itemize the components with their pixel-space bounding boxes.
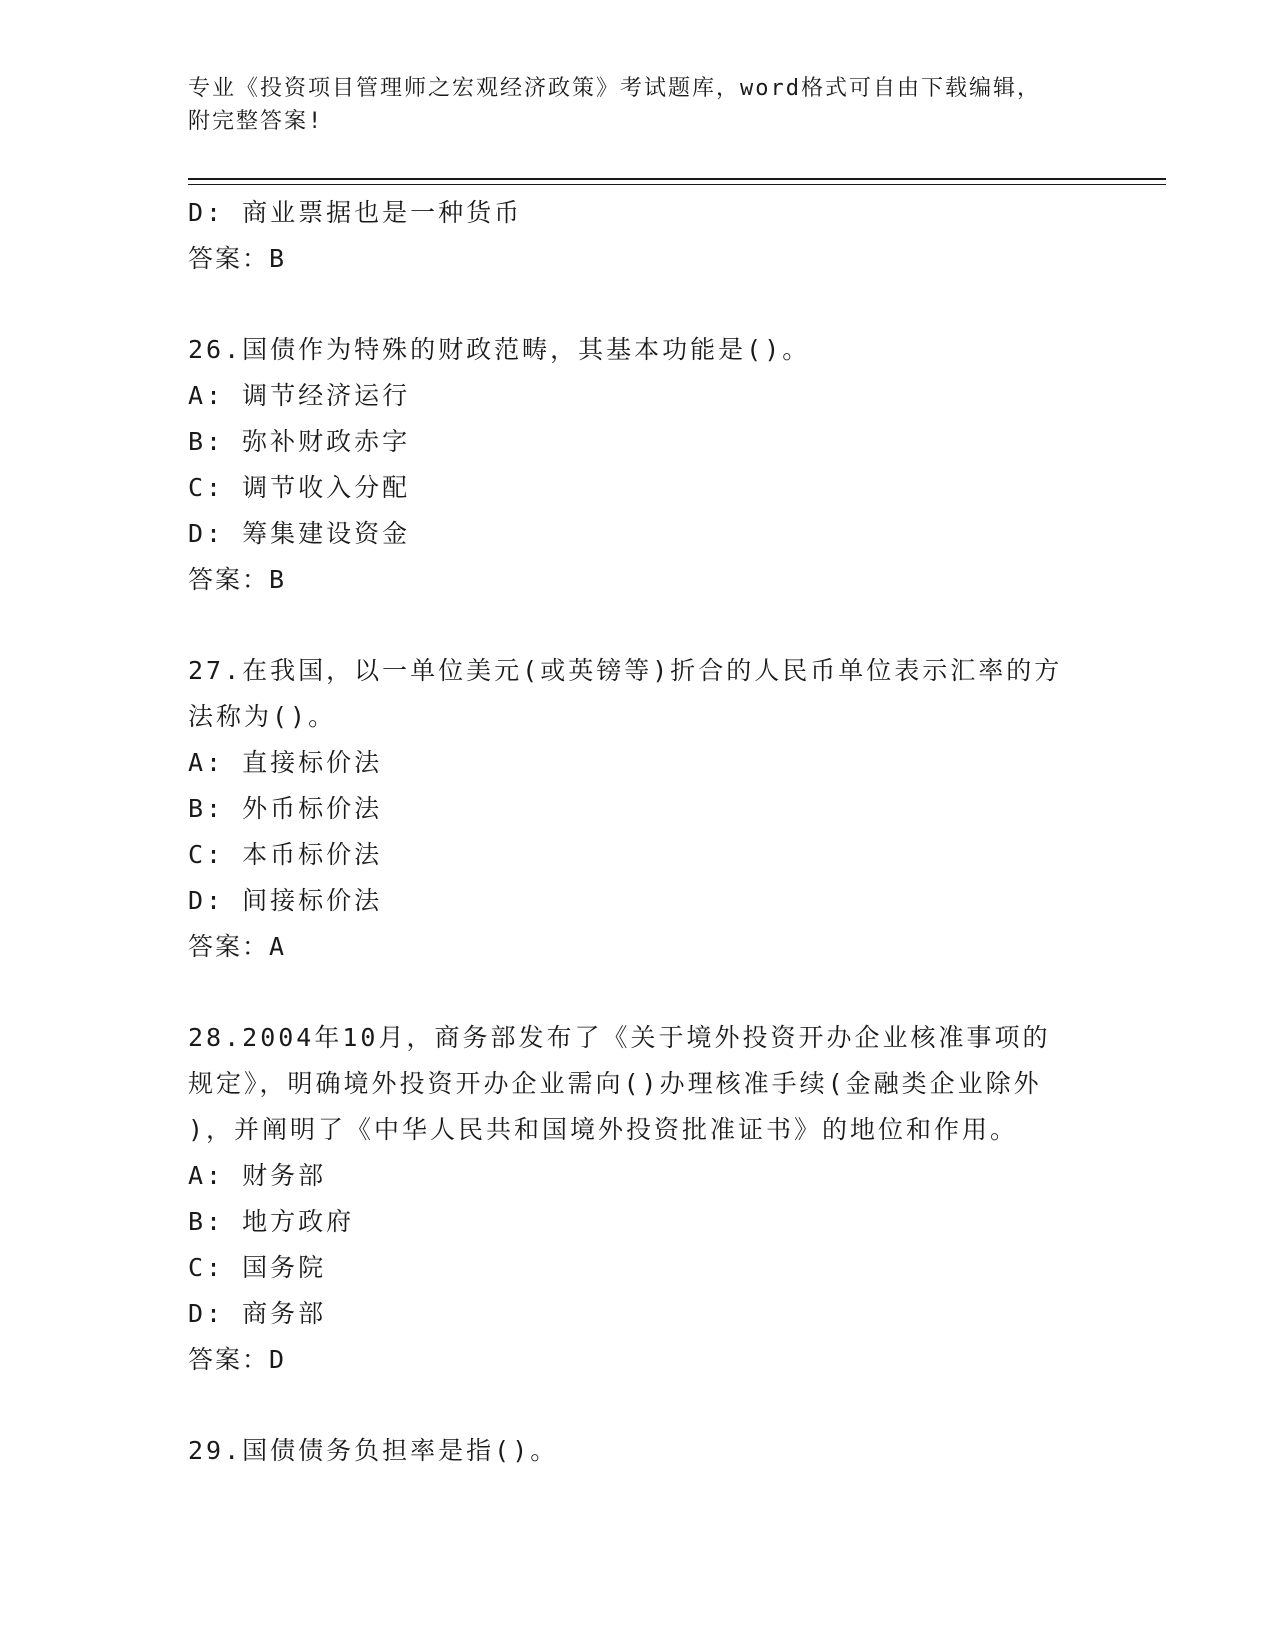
option-d: D: 商务部 — [188, 1299, 327, 1328]
header-line-1: 专业《投资项目管理师之宏观经济政策》考试题库，word格式可自由下载编辑， — [188, 76, 1041, 101]
spacer — [188, 1383, 1088, 1428]
header-divider-thick — [188, 178, 1166, 180]
spacer — [188, 970, 1088, 1015]
option-c: C: 国务院 — [188, 1253, 327, 1282]
answer-line: 答案：D — [188, 1345, 287, 1374]
question-25-tail — [188, 190, 1088, 282]
question-text-line-2: 法称为()。 — [188, 702, 337, 731]
question-text: 26.国债作为特殊的财政范畴，其基本功能是()。 — [188, 335, 811, 364]
option-a: A: 财务部 — [188, 1161, 327, 1190]
header-divider-thin — [188, 184, 1166, 185]
document-header — [188, 72, 1088, 138]
question-text-line-1: 28.2004年10月，商务部发布了《关于境外投资开办企业核准事项的 — [188, 1023, 1051, 1052]
option-d: D: 间接标价法 — [188, 886, 383, 915]
option-b: B: 地方政府 — [188, 1207, 355, 1236]
answer-line: 答案：B — [188, 244, 287, 273]
option-a: A: 调节经济运行 — [188, 381, 411, 410]
question-text-line-3: )，并阐明了《中华人民共和国境外投资批准证书》的地位和作用。 — [188, 1115, 1019, 1144]
header-line-2: 附完整答案! — [188, 109, 324, 134]
question-26 — [188, 327, 1088, 603]
question-28 — [188, 1015, 1088, 1383]
option-d: D: 商业票据也是一种货币 — [188, 198, 523, 227]
option-c: C: 本币标价法 — [188, 840, 383, 869]
question-27 — [188, 648, 1088, 970]
answer-line: 答案：A — [188, 932, 287, 961]
question-29 — [188, 1428, 1088, 1474]
option-d: D: 筹集建设资金 — [188, 519, 411, 548]
question-text-line-2: 规定》，明确境外投资开办企业需向()办理核准手续(金融类企业除外 — [188, 1069, 1042, 1098]
answer-line: 答案：B — [188, 565, 287, 594]
option-a: A: 直接标价法 — [188, 748, 383, 777]
question-text-line-1: 27.在我国，以一单位美元(或英镑等)折合的人民币单位表示汇率的方 — [188, 656, 1063, 685]
spacer — [188, 282, 1088, 327]
option-b: B: 弥补财政赤字 — [188, 427, 411, 456]
question-list — [188, 190, 1088, 1474]
option-b: B: 外币标价法 — [188, 794, 383, 823]
option-c: C: 调节收入分配 — [188, 473, 411, 502]
question-text: 29.国债债务负担率是指()。 — [188, 1436, 559, 1465]
spacer — [188, 603, 1088, 648]
